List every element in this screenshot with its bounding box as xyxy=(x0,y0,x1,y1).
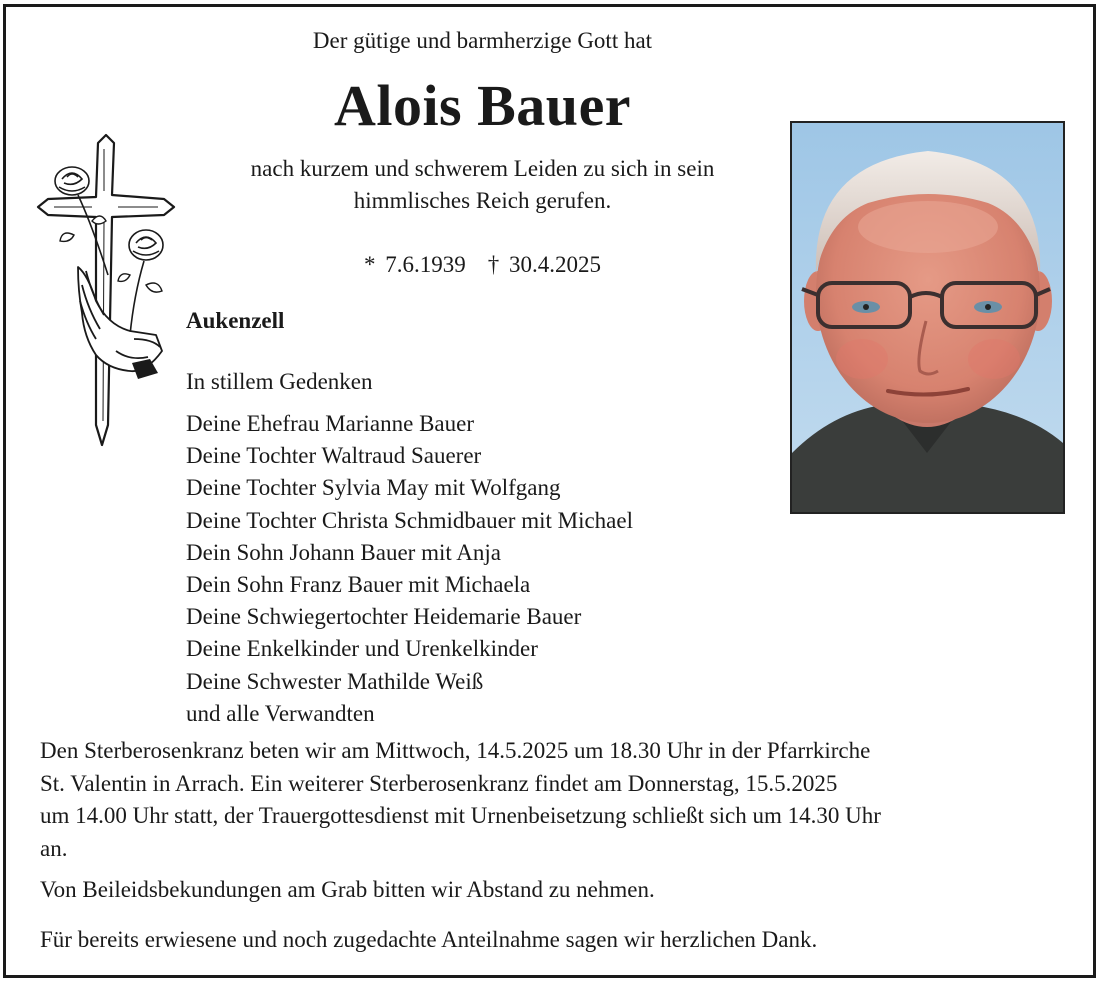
memory-heading: In stillem Gedenken xyxy=(186,369,373,394)
service-line-3: um 14.00 Uhr statt, der Trauergottesdienst mit Urnenbeisetzung schließt sich um 14.30 Uhr xyxy=(40,803,881,828)
service-line-4: an. xyxy=(40,835,68,861)
mourner-item: Dein Sohn Johann Bauer mit Anja xyxy=(186,539,501,565)
place-name: Aukenzell xyxy=(186,308,285,333)
condolence-note: Von Beileidsbekundungen am Grab bitten wir Abstand zu nehmen. xyxy=(40,877,655,902)
mourner-item: Dein Sohn Franz Bauer mit Michaela xyxy=(186,572,531,598)
mourner-item: Deine Ehefrau Marianne Bauer xyxy=(186,411,474,436)
mourner-item: und alle Verwandten xyxy=(186,700,375,726)
mourners-list xyxy=(186,408,633,730)
intro-line: Der gütige und barmherzige Gott hat xyxy=(312,28,653,53)
mourner-item: Deine Tochter Christa Schmidbauer mit Michael xyxy=(186,507,633,533)
death-date: † 30.4.2025 xyxy=(487,252,601,277)
called-line-1: nach kurzem und schwerem Leiden zu sich in sein xyxy=(250,156,715,181)
called-line-2: himmlisches Reich gerufen. xyxy=(353,188,612,213)
mourner-item: Deine Enkelkinder und Urenkelkinder xyxy=(186,636,538,662)
mourner-item: Deine Tochter Waltraud Sauerer xyxy=(186,443,482,469)
portrait-photo xyxy=(790,121,1065,514)
service-line-2: St. Valentin in Arrach. Ein weiterer Sterberosenkranz findet am Donnerstag, 15.5.2025 xyxy=(40,770,838,796)
thanks-note: Für bereits erwiesene und noch zugedachte Anteilnahme sagen wir herzlichen Dank. xyxy=(40,927,818,952)
mourner-item: Deine Schwester Mathilde Weiß xyxy=(186,668,484,694)
deceased-name: Alois Bauer xyxy=(333,73,632,138)
birth-date: * 7.6.1939 xyxy=(364,252,466,277)
cross-with-roses-and-praying-hands-icon xyxy=(34,125,184,455)
mourner-item: Deine Schwiegertochter Heidemarie Bauer xyxy=(186,604,582,630)
service-line-1: Den Sterberosenkranz beten wir am Mittwoch, 14.5.2025 um 18.30 Uhr in der Pfarrkirche xyxy=(40,738,871,763)
service-paragraph xyxy=(40,735,1065,865)
mourner-item: Deine Tochter Sylvia May mit Wolfgang xyxy=(186,475,561,501)
